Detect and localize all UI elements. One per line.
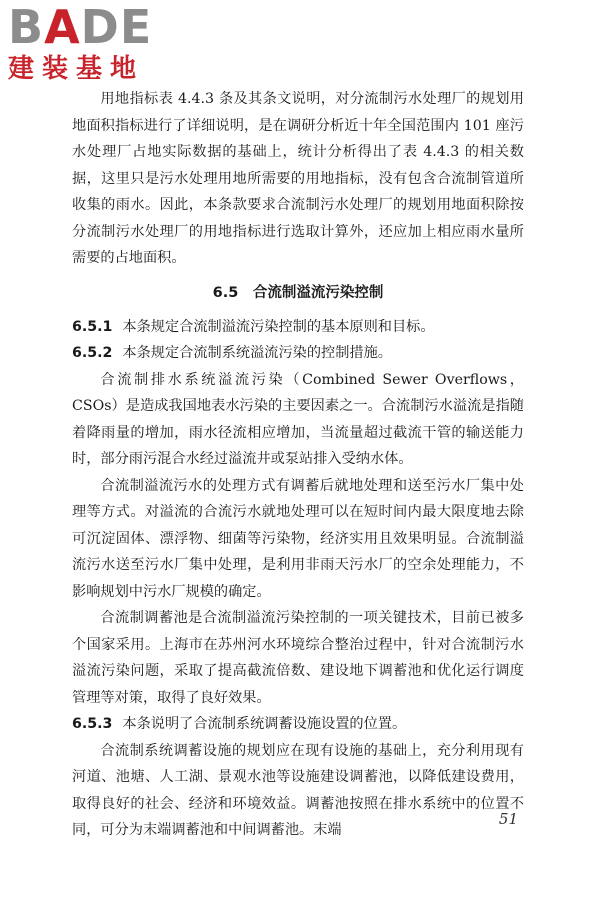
clause-6-5-1 — [72, 314, 524, 341]
clause-6-5-3 — [72, 711, 524, 738]
page-content — [72, 86, 524, 844]
clause-text: 本条说明了合流制系统调蓄设施设置的位置。 — [122, 716, 407, 732]
logo-wordmark — [8, 0, 176, 54]
logo-letter-b: B — [8, 0, 45, 54]
bade-logo — [8, 0, 176, 88]
clause-number: 6.5.2 — [72, 345, 113, 361]
clause-6-5-2 — [72, 340, 524, 367]
logo-letters-de: DE — [80, 0, 153, 54]
body-paragraph-treatment: 合流制溢流污水的处理方式有调蓄后就地处理和送至污水厂集中处理等方式。对溢流的合流污水就地处理可以在短时间内最大限度地去除可沉淀固体、漂浮物、细菌等污染物，经济实用且效果明显。合流制溢流污水送至污水厂集中处理，是利用非雨天污水厂的空余处理能力，不影响规划中污水厂规模的确定。 — [72, 477, 524, 600]
body-paragraph-storage-tank: 合流制调蓄池是合流制溢流污染控制的一项关键技术，目前已被多个国家采用。上海市在苏州河水环境综合整治过程中，针对合流制污水溢流污染问题，采取了提高截流倍数、建设地下调蓄池和优化运行调度管理等对策，取得了良好效果。 — [72, 610, 524, 706]
body-paragraph-cso: 合流制排水系统溢流污染（Combined Sewer Overflows，CSOs）是造成我国地表水污染的主要因素之一。合流制污水溢流是指随着降雨量的增加，雨水径流相应增加，当流量超过截流干管的输送能力时，部分雨污混合水经过溢流井或泵站排入受纳水体。 — [72, 371, 524, 467]
clause-number: 6.5.3 — [72, 716, 113, 732]
logo-subtitle: 建装基地 — [8, 54, 145, 84]
clause-text: 本条规定合流制溢流污染控制的基本原则和目标。 — [122, 318, 435, 335]
page-number: 51 — [498, 810, 518, 828]
clause-number: 6.5.1 — [72, 318, 113, 335]
logo-letter-a: A — [44, 0, 81, 54]
intro-paragraph: 用地指标表 4.4.3 条及其条文说明，对分流制污水处理厂的规划用地面积指标进行了详细说明，是在调研分析近十年全国范围内 101 座污水处理厂占地实际数据的基础上，统计分析得出了表 4.4.3 的相关数据，这里只是污水处理用地所需要的用地指标，没有包含合流制管道所收集的雨水。因此，本条款要求合流制污水处理厂的规划用地面积除按分流制污水处理厂的用地指标进行选取计算外，还应加上相应雨水量所需要的占地面积。 — [72, 91, 524, 266]
clause-text: 本条规定合流制系统溢流污染的控制措施。 — [122, 345, 392, 361]
body-paragraph-facilities: 合流制系统调蓄设施的规划应在现有设施的基础上，充分利用现有河道、池塘、人工湖、景观水池等设施建设调蓄池，以降低建设费用，取得良好的社会、经济和环境效益。调蓄池按照在排水系统中的位置不同，可分为末端调蓄池和中间调蓄池。末端 — [72, 742, 524, 838]
section-heading: 6.5 合流制溢流污染控制 — [212, 284, 384, 301]
